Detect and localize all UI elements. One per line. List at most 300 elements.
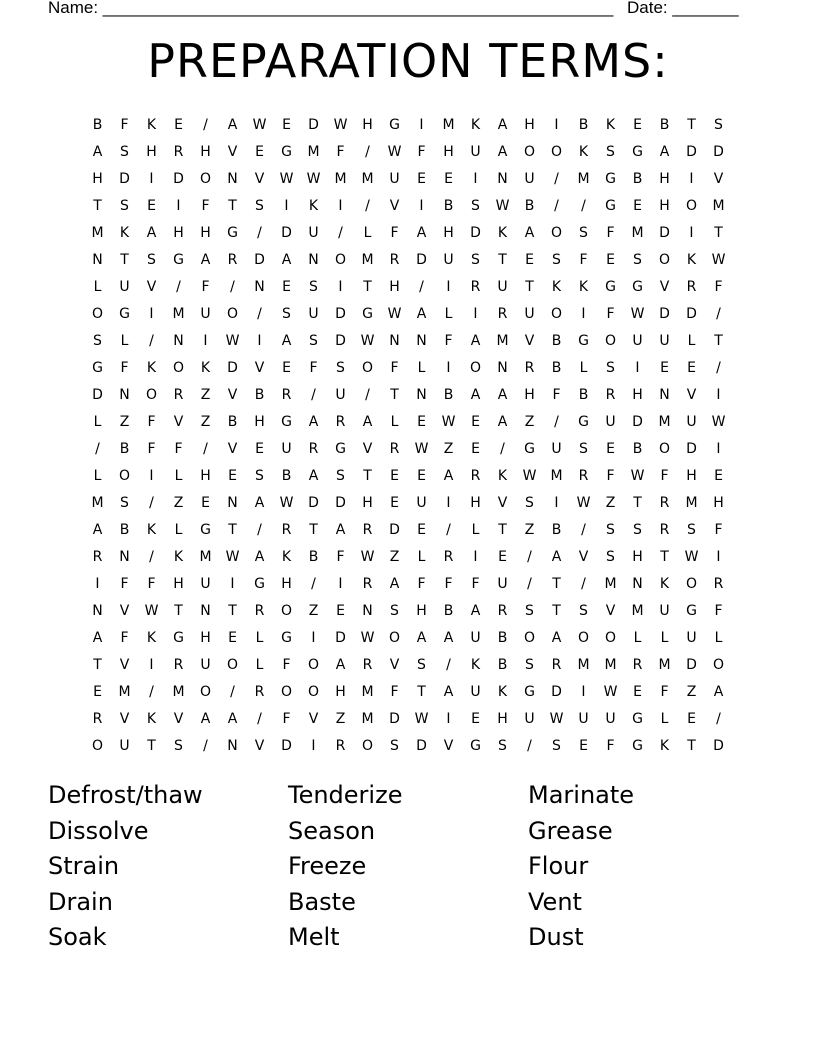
- grid-letter: N: [119, 387, 130, 403]
- grid-letter: E: [633, 684, 642, 700]
- grid-letter: O: [361, 738, 374, 754]
- grid-letter: R: [281, 387, 292, 403]
- grid-letter: W: [711, 252, 726, 268]
- grid-letter: F: [120, 576, 129, 592]
- grid-letter: A: [146, 225, 157, 241]
- grid-letter: A: [713, 684, 724, 700]
- grid-letter: E: [714, 468, 723, 484]
- grid-letter: S: [471, 198, 480, 214]
- grid-letter: F: [147, 576, 156, 592]
- grid-letter: B: [443, 603, 454, 619]
- header-fields: [48, 0, 768, 20]
- grid-letter: E: [687, 711, 696, 727]
- grid-letter: A: [497, 387, 508, 403]
- word-bank-item: Marinate: [528, 781, 635, 809]
- grid-letter: K: [200, 360, 211, 376]
- grid-letter: G: [254, 576, 265, 592]
- grid-letter: /: [203, 441, 208, 457]
- grid-letter: W: [603, 684, 618, 700]
- grid-letter: W: [387, 306, 402, 322]
- grid-letter: /: [419, 279, 424, 295]
- grid-letter: H: [335, 684, 346, 700]
- grid-letter: A: [389, 576, 400, 592]
- grid-letter: R: [173, 387, 184, 403]
- grid-letter: L: [93, 414, 102, 430]
- grid-letter: T: [552, 603, 561, 619]
- grid-letter: /: [365, 198, 370, 214]
- grid-letter: A: [281, 252, 292, 268]
- word-bank-item: Vent: [528, 887, 582, 916]
- word-bank-item: Melt: [288, 923, 340, 951]
- grid-letter: D: [659, 225, 670, 241]
- grid-letter: /: [257, 711, 262, 727]
- grid-letter: G: [335, 441, 346, 457]
- grid-letter: D: [92, 387, 103, 403]
- word-bank-item: Defrost/thaw: [48, 781, 203, 809]
- grid-letter: I: [689, 225, 694, 241]
- grid-letter: L: [660, 711, 669, 727]
- grid-letter: T: [552, 576, 561, 592]
- grid-letter: S: [525, 495, 534, 511]
- grid-letter: D: [713, 144, 724, 160]
- grid-letter: A: [362, 414, 373, 430]
- grid-letter: S: [579, 225, 588, 241]
- grid-letter: A: [659, 144, 670, 160]
- grid-letter: R: [335, 414, 346, 430]
- grid-letter: S: [390, 603, 399, 619]
- grid-letter: K: [308, 198, 319, 214]
- grid-letter: E: [93, 684, 102, 700]
- grid-letter: U: [578, 711, 589, 727]
- grid-letter: /: [581, 576, 586, 592]
- grid-letter: U: [605, 711, 616, 727]
- grid-letter: S: [498, 738, 507, 754]
- grid-letter: T: [714, 333, 723, 349]
- grid-letter: D: [335, 333, 346, 349]
- grid-letter: T: [174, 603, 183, 619]
- grid-letter: V: [173, 711, 184, 727]
- grid-letter: M: [577, 657, 590, 673]
- grid-letter: F: [120, 360, 129, 376]
- grid-letter: H: [659, 198, 670, 214]
- grid-letter: F: [120, 630, 129, 646]
- grid-letter: M: [307, 144, 320, 160]
- grid-letter: O: [307, 684, 320, 700]
- grid-letter: A: [92, 630, 103, 646]
- grid-letter: T: [660, 549, 669, 565]
- grid-letter: S: [417, 657, 426, 673]
- grid-letter: R: [605, 387, 616, 403]
- grid-letter: W: [144, 603, 159, 619]
- grid-letter: W: [360, 630, 375, 646]
- grid-letter: U: [281, 441, 292, 457]
- grid-letter: O: [523, 144, 536, 160]
- grid-letter: F: [714, 522, 723, 538]
- grid-letter: T: [633, 495, 642, 511]
- grid-letter: O: [280, 603, 293, 619]
- grid-letter: K: [146, 711, 157, 727]
- grid-letter: B: [119, 441, 130, 457]
- grid-letter: F: [174, 441, 183, 457]
- grid-letter: K: [497, 225, 508, 241]
- grid-letter: /: [149, 684, 154, 700]
- grid-letter: A: [308, 414, 319, 430]
- grid-letter: H: [497, 711, 508, 727]
- grid-letter: N: [119, 549, 130, 565]
- grid-letter: K: [146, 630, 157, 646]
- grid-letter: H: [362, 117, 373, 133]
- grid-letter: D: [416, 738, 427, 754]
- grid-letter: A: [470, 387, 481, 403]
- grid-letter: W: [684, 549, 699, 565]
- grid-letter: F: [579, 252, 588, 268]
- grid-letter: Z: [686, 684, 697, 700]
- grid-letter: N: [416, 333, 427, 349]
- grid-letter: U: [470, 684, 481, 700]
- grid-letter: Z: [200, 414, 211, 430]
- grid-letter: Z: [524, 522, 535, 538]
- grid-letter: E: [633, 117, 642, 133]
- grid-letter: H: [281, 576, 292, 592]
- grid-letter: S: [120, 144, 129, 160]
- grid-letter: E: [228, 468, 237, 484]
- grid-letter: E: [147, 198, 156, 214]
- grid-letter: /: [554, 198, 559, 214]
- grid-letter: B: [497, 630, 508, 646]
- grid-letter: G: [281, 414, 292, 430]
- grid-letter: D: [335, 495, 346, 511]
- grid-letter: I: [338, 279, 343, 295]
- grid-letter: E: [255, 144, 264, 160]
- grid-letter: V: [227, 387, 238, 403]
- grid-letter: O: [334, 252, 347, 268]
- grid-letter: /: [716, 360, 721, 376]
- grid-letter: E: [282, 360, 291, 376]
- grid-letter: E: [606, 252, 615, 268]
- grid-letter: R: [551, 657, 562, 673]
- grid-letter: V: [119, 603, 130, 619]
- grid-letter: A: [281, 333, 292, 349]
- grid-letter: N: [254, 279, 265, 295]
- grid-letter: G: [362, 306, 373, 322]
- grid-letter: U: [497, 576, 508, 592]
- grid-letter: W: [630, 468, 645, 484]
- grid-letter: M: [172, 306, 185, 322]
- grid-letter: O: [91, 306, 104, 322]
- grid-letter: U: [659, 603, 670, 619]
- grid-letter: O: [523, 630, 536, 646]
- grid-letter: A: [308, 468, 319, 484]
- grid-letter: I: [689, 171, 694, 187]
- grid-letter: A: [92, 522, 103, 538]
- grid-letter: H: [470, 495, 481, 511]
- grid-letter: T: [93, 657, 102, 673]
- grid-letter: I: [176, 198, 181, 214]
- grid-letter: D: [389, 711, 400, 727]
- name-field-label: Name: ______________________________________________________: [48, 0, 614, 17]
- grid-letter: M: [118, 684, 131, 700]
- grid-letter: V: [362, 441, 373, 457]
- grid-letter: T: [93, 198, 102, 214]
- grid-letter: O: [361, 360, 374, 376]
- grid-letter: D: [686, 306, 697, 322]
- grid-letter: I: [203, 333, 208, 349]
- grid-letter: G: [578, 333, 589, 349]
- grid-letter: K: [659, 576, 670, 592]
- grid-letter: B: [524, 198, 535, 214]
- grid-letter: N: [92, 252, 103, 268]
- page-title: PREPARATION TERMS:: [147, 34, 669, 88]
- grid-letter: R: [686, 279, 697, 295]
- grid-letter: B: [443, 198, 454, 214]
- word-bank-item: Baste: [288, 887, 356, 916]
- grid-letter: L: [417, 360, 426, 376]
- grid-letter: R: [254, 684, 265, 700]
- grid-letter: /: [500, 441, 505, 457]
- grid-letter: S: [579, 603, 588, 619]
- grid-letter: L: [471, 522, 480, 538]
- grid-letter: W: [225, 549, 240, 565]
- grid-letter: A: [335, 522, 346, 538]
- grid-letter: /: [338, 225, 343, 241]
- grid-letter: M: [550, 468, 563, 484]
- grid-letter: H: [200, 468, 211, 484]
- grid-letter: R: [659, 495, 670, 511]
- grid-letter: G: [605, 198, 616, 214]
- grid-letter: O: [91, 738, 104, 754]
- grid-letter: E: [687, 360, 696, 376]
- grid-letter: S: [687, 522, 696, 538]
- grid-letter: M: [172, 684, 185, 700]
- grid-letter: E: [174, 117, 183, 133]
- grid-letter: L: [579, 360, 588, 376]
- grid-letter: D: [308, 495, 319, 511]
- grid-letter: M: [577, 171, 590, 187]
- date-field-label: Date: _______: [627, 0, 739, 17]
- grid-letter: S: [633, 252, 642, 268]
- grid-letter: U: [443, 252, 454, 268]
- grid-letter: V: [254, 171, 265, 187]
- grid-letter: A: [470, 603, 481, 619]
- grid-letter: I: [581, 684, 586, 700]
- grid-letter: R: [362, 576, 373, 592]
- grid-letter: A: [470, 333, 481, 349]
- grid-letter: F: [714, 279, 723, 295]
- grid-letter: D: [686, 441, 697, 457]
- grid-letter: U: [308, 225, 319, 241]
- grid-letter: O: [145, 387, 158, 403]
- grid-letter: F: [336, 144, 345, 160]
- grid-letter: U: [200, 576, 211, 592]
- grid-letter: K: [173, 549, 184, 565]
- grid-letter: E: [444, 171, 453, 187]
- grid-letter: V: [443, 738, 454, 754]
- grid-letter: D: [254, 252, 265, 268]
- grid-letter: S: [714, 117, 723, 133]
- grid-letter: I: [419, 198, 424, 214]
- grid-letter: G: [632, 711, 643, 727]
- grid-letter: B: [551, 333, 562, 349]
- grid-letter: T: [687, 738, 696, 754]
- grid-letter: U: [200, 657, 211, 673]
- grid-letter: A: [497, 414, 508, 430]
- grid-letter: V: [227, 441, 238, 457]
- grid-letter: N: [389, 333, 400, 349]
- grid-letter: R: [659, 522, 670, 538]
- grid-letter: O: [685, 576, 698, 592]
- grid-letter: T: [363, 279, 372, 295]
- grid-letter: S: [174, 738, 183, 754]
- grid-letter: U: [416, 495, 427, 511]
- grid-letter: H: [524, 117, 535, 133]
- grid-letter: /: [149, 333, 154, 349]
- grid-letter: U: [497, 279, 508, 295]
- grid-letter: G: [119, 306, 130, 322]
- grid-letter: D: [173, 171, 184, 187]
- grid-letter: Z: [335, 711, 346, 727]
- grid-letter: D: [686, 657, 697, 673]
- grid-letter: A: [254, 549, 265, 565]
- grid-letter: B: [551, 360, 562, 376]
- grid-letter: A: [443, 684, 454, 700]
- grid-letter: L: [714, 630, 723, 646]
- grid-letter: I: [446, 279, 451, 295]
- grid-letter: G: [632, 144, 643, 160]
- grid-letter: K: [551, 279, 562, 295]
- grid-letter: W: [414, 441, 429, 457]
- grid-letter: N: [173, 333, 184, 349]
- grid-letter: M: [91, 225, 104, 241]
- grid-letter: V: [308, 711, 319, 727]
- grid-letter: S: [255, 198, 264, 214]
- grid-letter: /: [149, 495, 154, 511]
- grid-letter: U: [470, 144, 481, 160]
- grid-letter: F: [660, 684, 669, 700]
- grid-letter: V: [389, 657, 400, 673]
- grid-letter: O: [658, 441, 671, 457]
- grid-letter: S: [309, 279, 318, 295]
- grid-letter: F: [471, 576, 480, 592]
- grid-letter: H: [362, 495, 373, 511]
- grid-letter: O: [469, 360, 482, 376]
- grid-letter: /: [95, 441, 100, 457]
- grid-letter: O: [388, 630, 401, 646]
- grid-letter: R: [443, 549, 454, 565]
- grid-letter: A: [200, 711, 211, 727]
- grid-letter: E: [282, 279, 291, 295]
- grid-letter: N: [497, 360, 508, 376]
- grid-letter: O: [226, 306, 239, 322]
- grid-letter: F: [147, 441, 156, 457]
- grid-letter: O: [226, 657, 239, 673]
- grid-letter: H: [713, 495, 724, 511]
- grid-letter: V: [173, 414, 184, 430]
- grid-letter: E: [417, 171, 426, 187]
- grid-letter: R: [389, 441, 400, 457]
- grid-letter: K: [578, 144, 589, 160]
- grid-letter: D: [119, 171, 130, 187]
- grid-letter: B: [281, 468, 292, 484]
- grid-letter: /: [527, 549, 532, 565]
- grid-letter: V: [119, 711, 130, 727]
- grid-letter: I: [419, 117, 424, 133]
- grid-letter: /: [527, 576, 532, 592]
- grid-letter: E: [579, 738, 588, 754]
- grid-letter: F: [552, 387, 561, 403]
- grid-letter: A: [335, 657, 346, 673]
- grid-letter: F: [390, 360, 399, 376]
- grid-letter: K: [146, 117, 157, 133]
- grid-letter: R: [362, 522, 373, 538]
- grid-letter: W: [360, 549, 375, 565]
- grid-letter: B: [119, 522, 130, 538]
- grid-letter: N: [200, 603, 211, 619]
- grid-letter: H: [200, 630, 211, 646]
- grid-letter: O: [604, 630, 617, 646]
- grid-letter: G: [281, 630, 292, 646]
- grid-letter: W: [252, 117, 267, 133]
- grid-letter: B: [632, 171, 643, 187]
- grid-letter: T: [498, 252, 507, 268]
- grid-letter: U: [470, 630, 481, 646]
- grid-letter: E: [282, 117, 291, 133]
- grid-letter: F: [660, 468, 669, 484]
- grid-letter: K: [497, 468, 508, 484]
- word-bank-item: Flour: [528, 852, 589, 880]
- grid-letter: B: [551, 522, 562, 538]
- grid-letter: I: [257, 333, 262, 349]
- grid-letter: A: [443, 468, 454, 484]
- grid-letter: N: [227, 738, 238, 754]
- grid-letter: B: [659, 117, 670, 133]
- grid-letter: V: [524, 333, 535, 349]
- grid-letter: R: [308, 441, 319, 457]
- grid-letter: I: [149, 657, 154, 673]
- grid-letter: F: [417, 576, 426, 592]
- grid-letter: I: [338, 198, 343, 214]
- grid-letter: /: [311, 387, 316, 403]
- grid-letter: T: [147, 738, 156, 754]
- grid-letter: G: [281, 144, 292, 160]
- word-search-grid: [84, 112, 732, 760]
- grid-letter: K: [497, 684, 508, 700]
- grid-letter: S: [471, 252, 480, 268]
- grid-letter: F: [417, 144, 426, 160]
- grid-letter: M: [631, 225, 644, 241]
- grid-letter: /: [230, 279, 235, 295]
- word-bank-item: Dissolve: [48, 816, 149, 845]
- grid-letter: E: [228, 630, 237, 646]
- grid-letter: B: [632, 441, 643, 457]
- grid-letter: V: [146, 279, 157, 295]
- grid-letter: R: [578, 468, 589, 484]
- grid-letter: R: [524, 360, 535, 376]
- grid-letter: G: [632, 279, 643, 295]
- grid-letter: W: [387, 144, 402, 160]
- grid-letter: S: [606, 360, 615, 376]
- grid-letter: L: [687, 333, 696, 349]
- grid-letter: T: [687, 117, 696, 133]
- grid-letter: T: [525, 279, 534, 295]
- grid-letter: A: [200, 252, 211, 268]
- grid-letter: I: [635, 360, 640, 376]
- word-bank-item: Strain: [48, 852, 120, 880]
- grid-letter: T: [309, 522, 318, 538]
- grid-letter: S: [120, 495, 129, 511]
- grid-letter: U: [632, 333, 643, 349]
- grid-letter: T: [363, 468, 372, 484]
- grid-letter: E: [201, 495, 210, 511]
